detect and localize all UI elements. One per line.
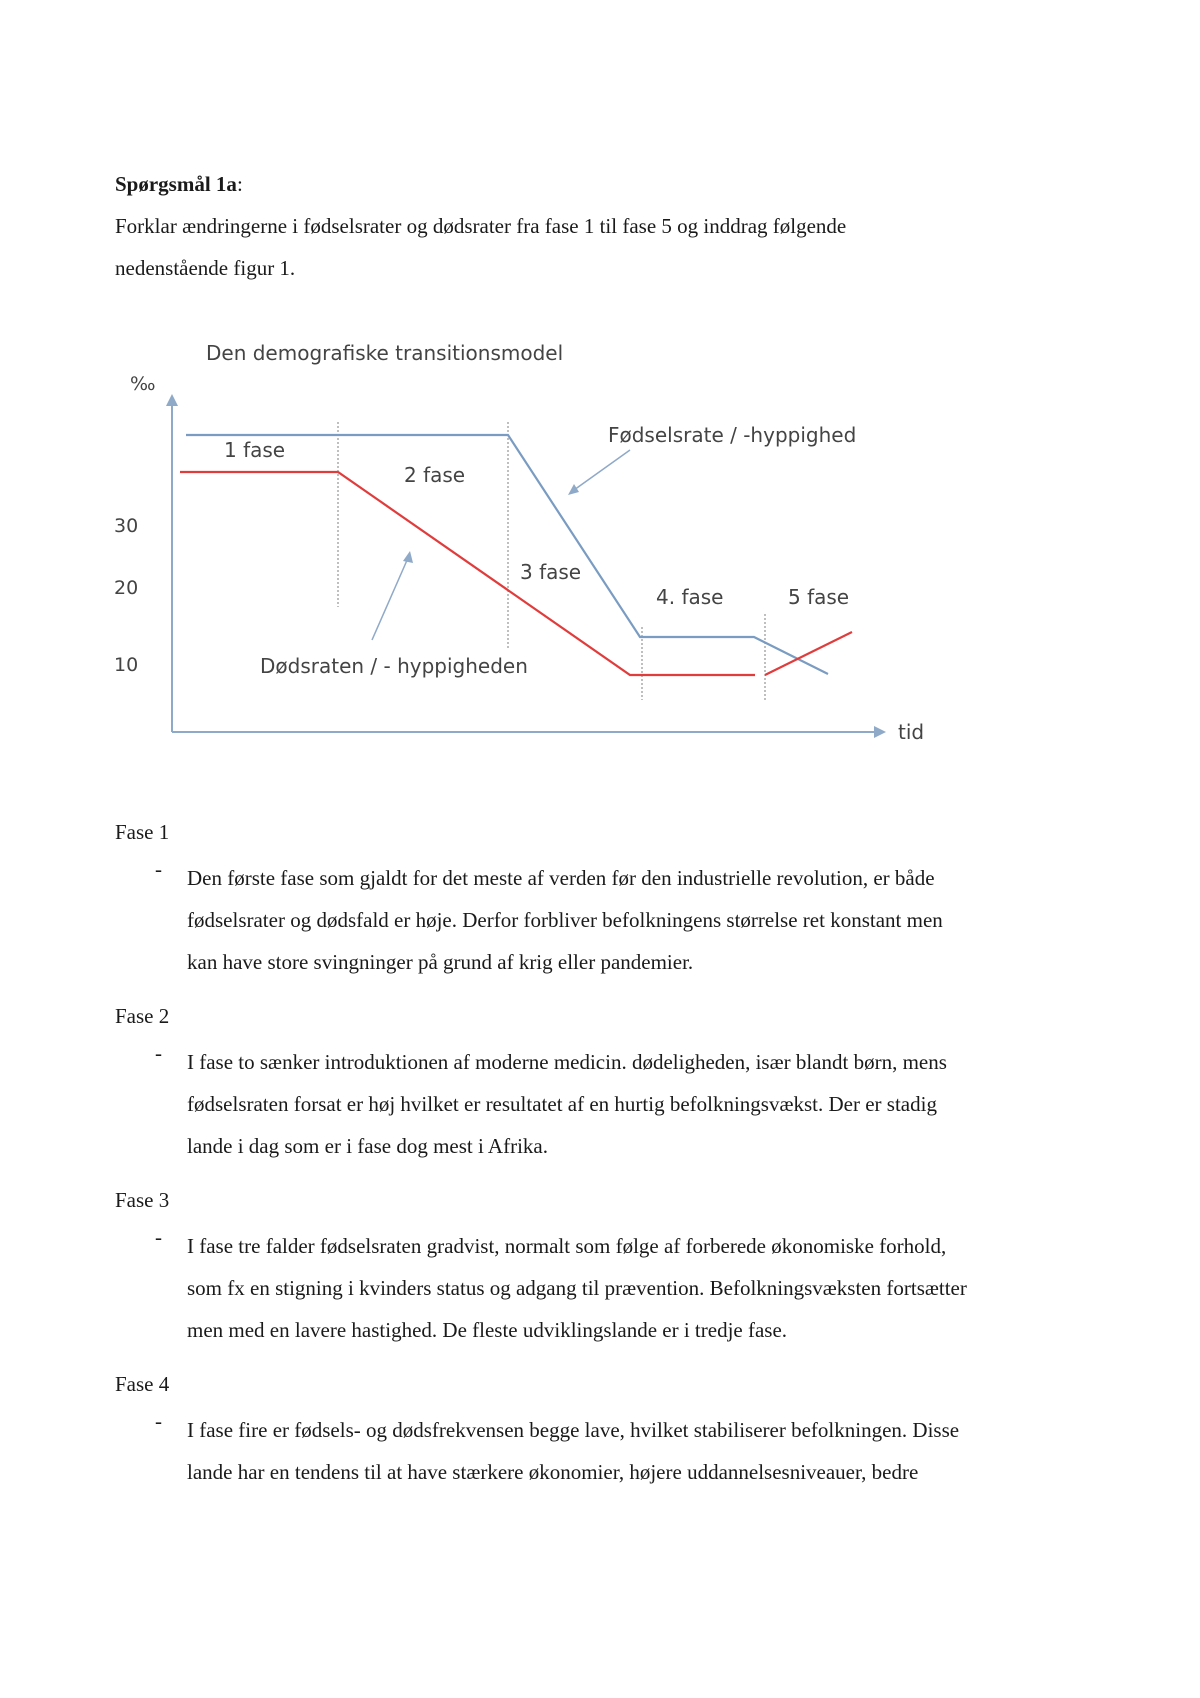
chart-title: Den demografiske transitionsmodel	[206, 341, 564, 365]
birth-rate-line	[186, 435, 828, 674]
x-axis-label: tid	[898, 720, 925, 744]
phase-section-1	[115, 820, 1115, 983]
question-title	[115, 172, 243, 197]
phase-section-4	[115, 1372, 1115, 1493]
bullet-dash: -	[155, 1225, 162, 1249]
question-colon: :	[236, 172, 243, 196]
phase-label: 3 fase	[520, 560, 582, 584]
phase-heading: Fase 3	[115, 1188, 170, 1212]
question-label: Spørgsmål 1a	[115, 172, 237, 196]
bullet-line: Den første fase som gjaldt for det meste af verden før den industrielle revolution, er både	[187, 866, 935, 890]
birth-callout-line	[574, 450, 630, 490]
death-rate-label: Dødsraten / - hyppigheden	[260, 654, 528, 678]
y-axis-unit: ‰	[130, 373, 156, 395]
death-rate-line-phase-5	[765, 632, 852, 675]
phase-bullet	[115, 857, 1115, 983]
birth-callout-arrowhead	[568, 484, 579, 495]
phase-label: 4. fase	[656, 585, 724, 609]
bullet-line: I fase to sænker introduktionen af moderne medicin. dødeligheden, især blandt børn, mens	[187, 1050, 947, 1074]
phase-heading: Fase 4	[115, 1372, 170, 1396]
bullet-line: som fx en stigning i kvinders status og adgang til prævention. Befolkningsvæksten fortsætter	[187, 1276, 967, 1300]
transition-chart-svg	[110, 332, 940, 762]
death-rate-line	[180, 472, 755, 675]
phase-bullet	[115, 1225, 1115, 1351]
bullet-line: lande har en tendens til at have stærkere økonomier, højere uddannelsesniveauer, bedre	[187, 1460, 919, 1484]
bullet-line: I fase fire er fødsels- og dødsfrekvensen begge lave, hvilket stabiliserer befolkningen. Disse	[187, 1418, 960, 1442]
death-callout-arrowhead	[403, 551, 413, 563]
death-callout-line	[372, 558, 408, 640]
phase-heading: Fase 2	[115, 1004, 170, 1028]
bullet-line: I fase tre falder fødselsraten gradvist, normalt som følge af forberede økonomiske forhold,	[187, 1234, 947, 1258]
phase-label: 5 fase	[788, 585, 850, 609]
demographic-transition-figure	[110, 332, 940, 762]
phase-label: 1 fase	[224, 438, 286, 462]
y-tick-label: 20	[114, 577, 139, 599]
birth-rate-label: Fødselsrate / -hyppighed	[608, 423, 857, 447]
bullet-line: fødselsrater og dødsfald er høje. Derfor forbliver befolkningens størrelse ret konstant men	[187, 908, 943, 932]
x-axis-arrow	[874, 726, 886, 738]
question-text-line-1: Forklar ændringerne i fødselsrater og dødsrater fra fase 1 til fase 5 og inddrag følgende	[115, 214, 847, 238]
y-tick-label: 10	[114, 654, 139, 676]
phase-heading: Fase 1	[115, 820, 170, 844]
phase-section-2	[115, 1004, 1115, 1167]
phase-section-3	[115, 1188, 1115, 1351]
bullet-line: fødselsraten forsat er høj hvilket er resultatet af en hurtig befolkningsvækst. Der er stadig	[187, 1092, 937, 1116]
bullet-dash: -	[155, 1409, 162, 1433]
y-tick-label: 30	[114, 515, 139, 537]
phase-bullet	[115, 1041, 1115, 1167]
y-axis-arrow	[166, 394, 178, 406]
bullet-line: kan have store svingninger på grund af krig eller pandemier.	[187, 950, 694, 974]
bullet-dash: -	[155, 1041, 162, 1065]
bullet-dash: -	[155, 857, 162, 881]
phase-label: 2 fase	[404, 463, 466, 487]
bullet-line: lande i dag som er i fase dog mest i Afrika.	[187, 1134, 548, 1158]
question-text-line-2: nedenstående figur 1.	[115, 256, 296, 280]
phase-bullet	[115, 1409, 1115, 1493]
bullet-line: men med en lavere hastighed. De fleste udviklingslande er i tredje fase.	[187, 1318, 788, 1342]
